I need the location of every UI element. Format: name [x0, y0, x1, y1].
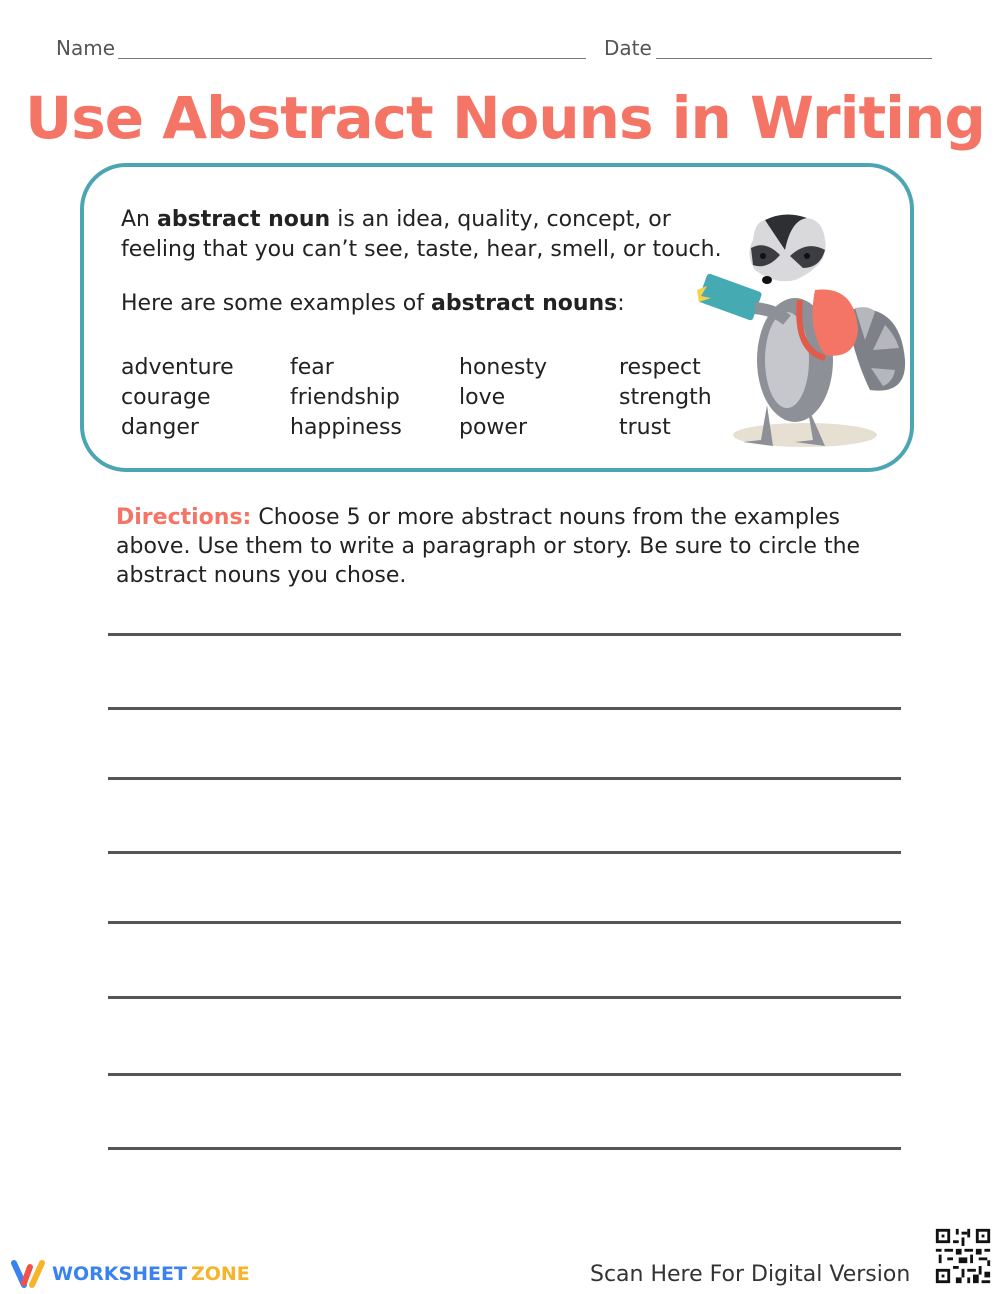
directions-label: Directions	[116, 505, 243, 530]
writing-line-5[interactable]	[108, 921, 901, 924]
raccoon-illustration-icon	[695, 210, 915, 455]
noun-item: strength	[619, 385, 712, 410]
directions-text	[116, 503, 876, 590]
noun-item: danger	[121, 415, 199, 440]
definition-text	[121, 205, 741, 265]
noun-item: power	[459, 415, 527, 440]
name-field[interactable]	[118, 58, 586, 59]
directions-body: Choose 5 or more abstract nouns from the examples above. Use them to write a paragraph or story. Be sure to circle the abstract nouns you chose.	[116, 505, 861, 588]
noun-item: adventure	[121, 355, 234, 380]
writing-line-4[interactable]	[108, 851, 901, 854]
noun-item: trust	[619, 415, 671, 440]
noun-column	[121, 353, 290, 443]
noun-item: fear	[290, 355, 334, 380]
page-title: Use Abstract Nouns in Writing	[25, 84, 985, 152]
noun-column	[290, 353, 459, 443]
writing-line-6[interactable]	[108, 996, 901, 999]
w-logo-icon	[10, 1259, 46, 1289]
examples-intro	[121, 291, 625, 316]
noun-examples-grid	[121, 353, 739, 443]
header-fields	[56, 36, 932, 66]
worksheetzone-logo[interactable]	[10, 1258, 250, 1290]
writing-line-3[interactable]	[108, 777, 901, 780]
noun-item: love	[459, 385, 506, 410]
examples-suffix: :	[617, 291, 625, 316]
definition-rest: is an idea, quality, concept, or feeling that you can’t see, taste, hear, smell, or touch.	[121, 207, 722, 262]
name-label: Name	[56, 36, 116, 60]
noun-item: respect	[619, 355, 701, 380]
scan-text: Scan Here For Digital Version	[590, 1262, 911, 1287]
date-label: Date	[604, 36, 652, 60]
writing-line-8[interactable]	[108, 1147, 901, 1150]
noun-item: friendship	[290, 385, 400, 410]
logo-text-worksheet: WORKSHEET	[52, 1263, 187, 1285]
writing-line-1[interactable]	[108, 633, 901, 636]
definition-prefix: An	[121, 207, 157, 232]
directions-colon: :	[242, 505, 252, 530]
date-field[interactable]	[656, 58, 932, 59]
examples-prefix: Here are some examples of	[121, 291, 431, 316]
noun-item: courage	[121, 385, 211, 410]
writing-line-2[interactable]	[108, 707, 901, 710]
noun-item: honesty	[459, 355, 547, 380]
qr-code-icon[interactable]	[933, 1226, 993, 1286]
writing-line-7[interactable]	[108, 1073, 901, 1076]
logo-text-zone: ZONE	[190, 1263, 250, 1285]
definition-term: abstract noun	[157, 207, 331, 232]
noun-column	[459, 353, 619, 443]
examples-term: abstract nouns	[430, 291, 618, 316]
noun-item: happiness	[290, 415, 402, 440]
